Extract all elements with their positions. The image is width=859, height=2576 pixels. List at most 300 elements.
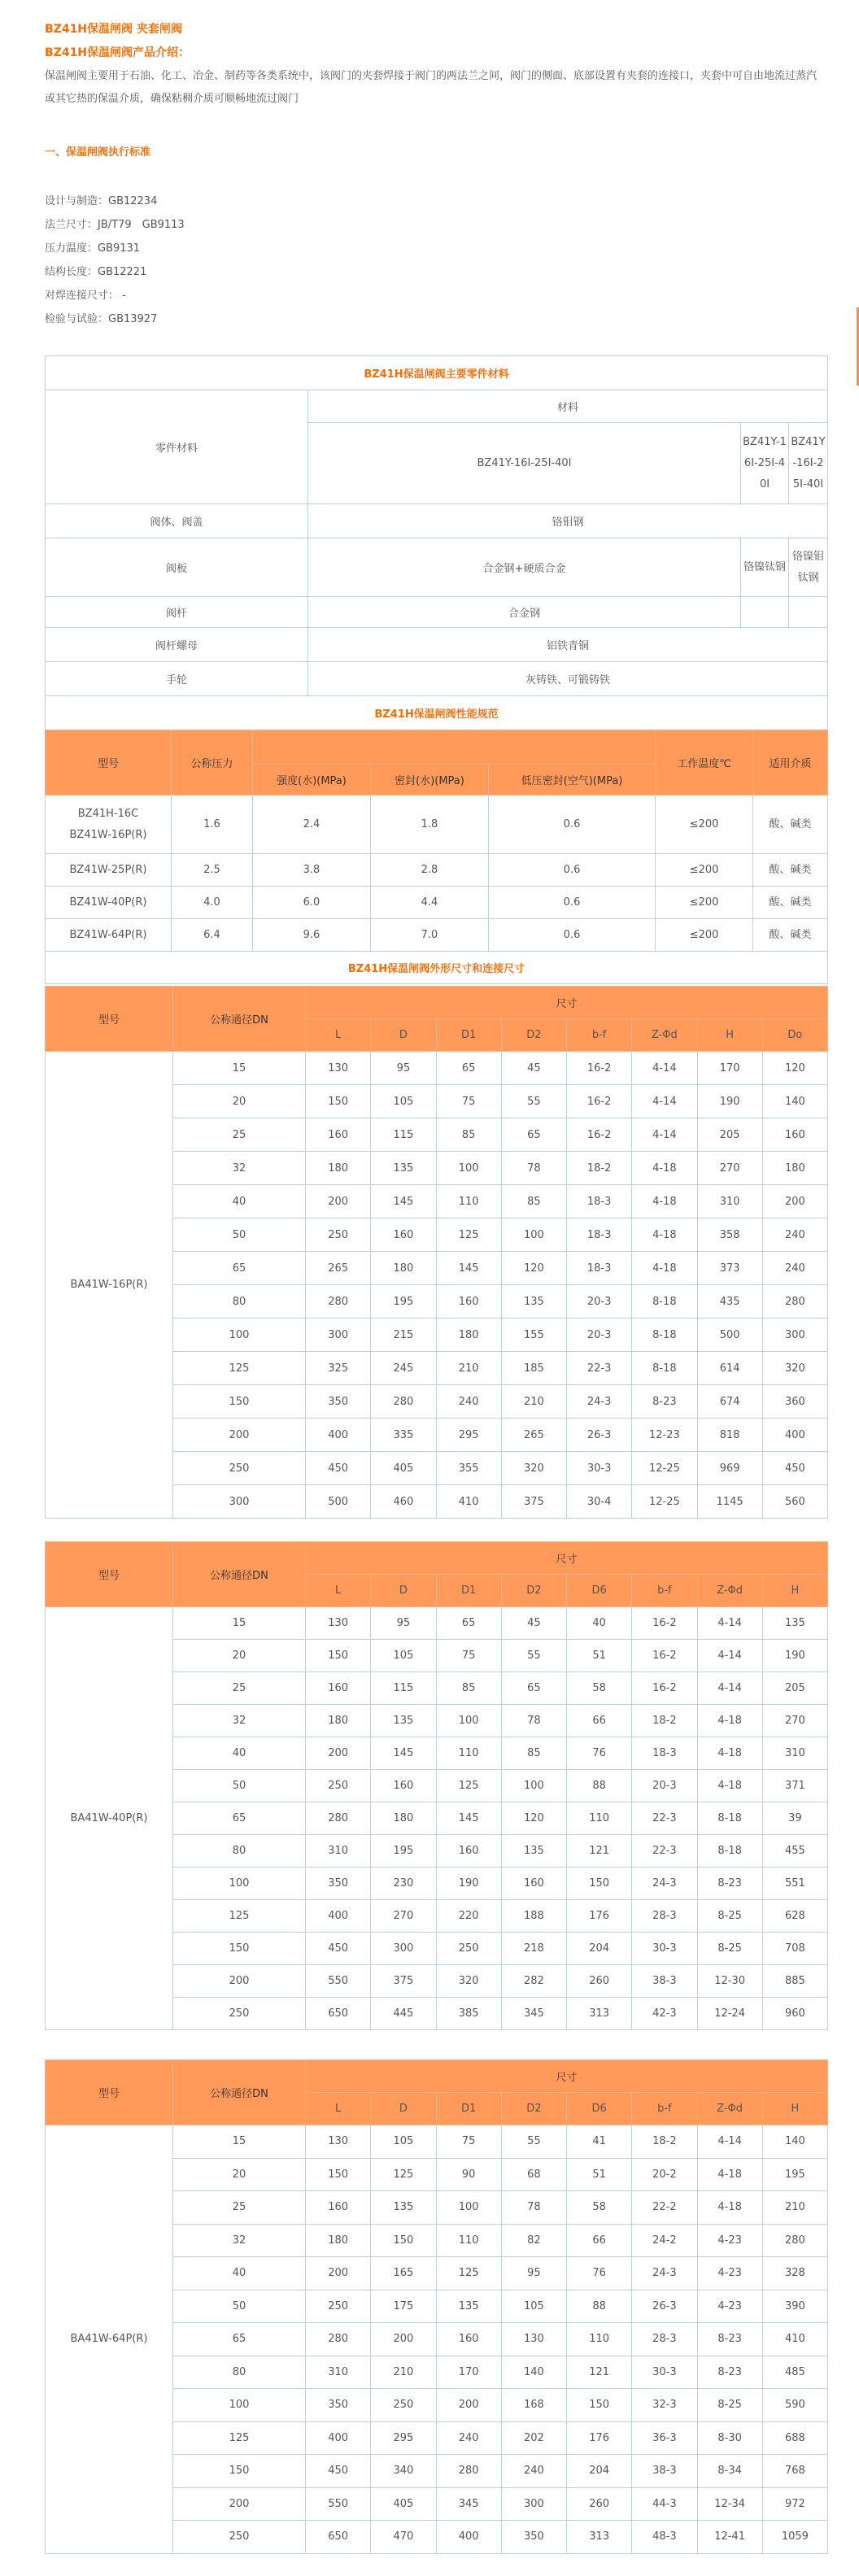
dims-value-cell: 313 bbox=[567, 1998, 632, 2030]
perf-media-cell: 酸、碱类 bbox=[753, 795, 828, 854]
dims-value-cell: 88 bbox=[567, 1770, 632, 1802]
dims-value-cell: 405 bbox=[371, 2487, 436, 2521]
dims-value-cell: 125 bbox=[436, 1218, 501, 1252]
dims-value-cell: 205 bbox=[697, 1118, 762, 1152]
dims-value-cell: 30-3 bbox=[632, 2356, 697, 2389]
dims-value-cell: 373 bbox=[697, 1252, 762, 1285]
dims-col-header: L bbox=[306, 2093, 371, 2125]
dims-value-cell: 320 bbox=[436, 1965, 501, 1998]
dims-col-header: Z-Φd bbox=[697, 1575, 762, 1607]
dims-value-cell: 200 bbox=[436, 2389, 501, 2422]
dims-value-cell: 78 bbox=[501, 1152, 566, 1185]
dims-value-cell: 8-18 bbox=[632, 1285, 697, 1319]
perf-low-cell: 0.6 bbox=[489, 795, 656, 854]
dims-value-cell: 165 bbox=[371, 2257, 436, 2291]
materials-caption: BZ41H保温闸阀主要零件材料 bbox=[46, 356, 828, 390]
dims-value-cell: 560 bbox=[762, 1485, 827, 1519]
dims-value-cell: 150 bbox=[173, 2455, 306, 2488]
dims-value-cell: 818 bbox=[697, 1419, 762, 1452]
dims-value-cell: 30-3 bbox=[567, 1452, 632, 1485]
dims-value-cell: 58 bbox=[567, 1672, 632, 1705]
dims-value-cell: 400 bbox=[306, 1419, 371, 1452]
dims-col-header: D1 bbox=[436, 2093, 501, 2125]
perf-temp-cell: ≤200 bbox=[656, 919, 753, 952]
dims-value-cell: 300 bbox=[762, 1319, 827, 1352]
dims-value-cell: 20-3 bbox=[567, 1319, 632, 1352]
dims-value-cell: 8-34 bbox=[697, 2455, 762, 2488]
dims-value-cell: 400 bbox=[306, 2421, 371, 2455]
dims-value-cell: 240 bbox=[762, 1218, 827, 1252]
dims-value-cell: 708 bbox=[762, 1933, 827, 1965]
dims-value-cell: 210 bbox=[436, 1352, 501, 1385]
dims-value-cell: 445 bbox=[371, 1998, 436, 2030]
perf-media-cell: 酸、碱类 bbox=[753, 919, 828, 952]
dims-value-cell: 180 bbox=[306, 1152, 371, 1185]
dims-col-header: D1 bbox=[436, 1575, 501, 1607]
dims-value-cell: 188 bbox=[501, 1900, 566, 1933]
dims-value-cell: 28-3 bbox=[632, 1900, 697, 1933]
dims-value-cell: 200 bbox=[173, 2487, 306, 2521]
dims-value-cell: 240 bbox=[501, 2455, 566, 2488]
perf-temp-cell: ≤200 bbox=[656, 854, 753, 887]
dims-value-cell: 280 bbox=[306, 1802, 371, 1835]
dims-value-cell: 68 bbox=[501, 2158, 566, 2191]
dims-value-cell: 650 bbox=[306, 2521, 371, 2554]
dims-value-cell: 240 bbox=[762, 1252, 827, 1285]
dims-value-cell: 12-25 bbox=[632, 1452, 697, 1485]
material-value bbox=[789, 597, 828, 628]
dims-value-cell: 375 bbox=[501, 1485, 566, 1519]
dims-value-cell: 550 bbox=[306, 2487, 371, 2521]
dims-value-cell: 4-18 bbox=[632, 1252, 697, 1285]
dims-value-cell: 85 bbox=[501, 1185, 566, 1218]
dims-value-cell: 4-14 bbox=[632, 1118, 697, 1152]
dims-value-cell: 265 bbox=[306, 1252, 371, 1285]
dims-col-header: Z-Φd bbox=[632, 1019, 697, 1052]
dims-value-cell: 18-2 bbox=[632, 2125, 697, 2159]
dims-value-cell: 180 bbox=[306, 1705, 371, 1737]
dims-value-cell: 65 bbox=[173, 1802, 306, 1835]
dims-value-cell: 82 bbox=[501, 2224, 566, 2257]
dims-value-cell: 8-18 bbox=[632, 1319, 697, 1352]
dims-value-cell: 300 bbox=[173, 1485, 306, 1519]
dims-value-cell: 270 bbox=[762, 1705, 827, 1737]
dims-value-cell: 885 bbox=[762, 1965, 827, 1998]
dims-model-header: 型号 bbox=[46, 2060, 173, 2125]
dims-value-cell: 240 bbox=[436, 2421, 501, 2455]
dims-value-cell: 270 bbox=[371, 1900, 436, 1933]
dims-col-header: D bbox=[371, 1019, 436, 1052]
standard-line: 对焊连接尺寸： - bbox=[45, 290, 126, 302]
dims-value-cell: 200 bbox=[306, 1185, 371, 1218]
dims-value-cell: 110 bbox=[436, 2224, 501, 2257]
dims-value-cell: 105 bbox=[371, 1640, 436, 1672]
perf-media-header: 适用介质 bbox=[753, 730, 828, 795]
dims-value-cell: 972 bbox=[762, 2487, 827, 2521]
dims-value-cell: 385 bbox=[436, 1998, 501, 2030]
perf-model-cell: BZ41W-25P(R) bbox=[46, 854, 172, 887]
dims-value-cell: 16-2 bbox=[567, 1118, 632, 1152]
dims-value-cell: 220 bbox=[436, 1900, 501, 1933]
dims-value-cell: 4-14 bbox=[632, 1052, 697, 1085]
dims-col-header: L bbox=[306, 1019, 371, 1052]
dims-value-cell: 20-2 bbox=[632, 2158, 697, 2191]
dims-value-cell: 176 bbox=[567, 1900, 632, 1933]
dims-value-cell: 65 bbox=[436, 1607, 501, 1640]
dims-value-cell: 100 bbox=[173, 1319, 306, 1352]
dims-value-cell: 500 bbox=[306, 1485, 371, 1519]
dims-value-cell: 51 bbox=[567, 2158, 632, 2191]
dims-value-cell: 32 bbox=[173, 1705, 306, 1737]
dims-value-cell: 8-25 bbox=[697, 1933, 762, 1965]
dims-value-cell: 345 bbox=[436, 2487, 501, 2521]
dims-value-cell: 310 bbox=[697, 1185, 762, 1218]
dims-value-cell: 150 bbox=[567, 1868, 632, 1900]
perf-row bbox=[46, 919, 828, 952]
dims-value-cell: 135 bbox=[501, 1835, 566, 1868]
dims-value-cell: 350 bbox=[306, 1868, 371, 1900]
dims-value-cell: 250 bbox=[306, 1218, 371, 1252]
dims-value-cell: 405 bbox=[371, 1452, 436, 1485]
dims-value-cell: 65 bbox=[501, 1118, 566, 1152]
dims-value-cell: 140 bbox=[762, 2125, 827, 2159]
dims-value-cell: 768 bbox=[762, 2455, 827, 2488]
dims-value-cell: 460 bbox=[371, 1485, 436, 1519]
material-col-b: BZ41Y-16I-25I-40I bbox=[741, 423, 789, 504]
dims-value-cell: 295 bbox=[371, 2421, 436, 2455]
dims-value-cell: 22-3 bbox=[567, 1352, 632, 1385]
dims-value-cell: 250 bbox=[306, 1770, 371, 1802]
dims-col-header: D2 bbox=[501, 1575, 566, 1607]
dims-value-cell: 24-3 bbox=[632, 2257, 697, 2291]
dims-value-cell: 24-3 bbox=[567, 1385, 632, 1419]
dims-value-cell: 45 bbox=[501, 1052, 566, 1085]
dims-value-cell: 160 bbox=[436, 1835, 501, 1868]
dims-col-header: L bbox=[306, 1575, 371, 1607]
dims-col-header: H bbox=[762, 1575, 827, 1607]
dims-value-cell: 4-18 bbox=[697, 2191, 762, 2225]
dims-value-cell: 200 bbox=[306, 2257, 371, 2291]
dims-value-cell: 100 bbox=[173, 2389, 306, 2422]
standard-line: 检验与试验：GB13927 bbox=[45, 313, 158, 325]
dims-col-header: H bbox=[762, 2093, 827, 2125]
dims-value-cell: 135 bbox=[371, 1152, 436, 1185]
dims-value-cell: 230 bbox=[371, 1868, 436, 1900]
dims-value-cell: 20-3 bbox=[632, 1770, 697, 1802]
dims-value-cell: 16-2 bbox=[632, 1672, 697, 1705]
dims-value-cell: 282 bbox=[501, 1965, 566, 1998]
dims-value-cell: 22-2 bbox=[632, 2191, 697, 2225]
dims-model-cell: BA41W-40P(R) bbox=[46, 1607, 173, 2030]
dims-value-cell: 160 bbox=[306, 1672, 371, 1705]
dims-value-cell: 350 bbox=[306, 1385, 371, 1419]
dims-value-cell: 260 bbox=[567, 2487, 632, 2521]
dims-value-cell: 150 bbox=[371, 2224, 436, 2257]
dims-value-cell: 85 bbox=[436, 1672, 501, 1705]
dims-value-cell: 135 bbox=[371, 1705, 436, 1737]
dims-col-header: D2 bbox=[501, 1019, 566, 1052]
dims-value-cell: 85 bbox=[501, 1737, 566, 1770]
perf-strength-cell: 6.0 bbox=[253, 887, 371, 919]
dims-value-cell: 50 bbox=[173, 2290, 306, 2323]
dims-value-cell: 25 bbox=[173, 1672, 306, 1705]
material-part: 阀杆 bbox=[46, 597, 308, 628]
dims-value-cell: 110 bbox=[567, 1802, 632, 1835]
material-value: 铬钼钢 bbox=[308, 504, 828, 538]
perf-model-header: 型号 bbox=[46, 730, 172, 795]
dims-value-cell: 250 bbox=[173, 1998, 306, 2030]
dims-value-cell: 969 bbox=[697, 1452, 762, 1485]
dims-value-cell: 295 bbox=[436, 1419, 501, 1452]
dims-value-cell: 435 bbox=[697, 1285, 762, 1319]
dims-value-cell: 155 bbox=[501, 1319, 566, 1352]
dims-value-cell: 240 bbox=[436, 1385, 501, 1419]
dims-header-row bbox=[46, 987, 828, 1019]
perf-low-cell: 0.6 bbox=[489, 919, 656, 952]
dims-value-cell: 1145 bbox=[697, 1485, 762, 1519]
dims-value-cell: 38-3 bbox=[632, 2455, 697, 2488]
dims-value-cell: 130 bbox=[501, 2323, 566, 2356]
dims-value-cell: 130 bbox=[306, 2125, 371, 2159]
dims-value-cell: 140 bbox=[501, 2356, 566, 2389]
dims-value-cell: 66 bbox=[567, 1705, 632, 1737]
dims-value-cell: 280 bbox=[436, 2455, 501, 2488]
dims-value-cell: 110 bbox=[436, 1737, 501, 1770]
dims-value-cell: 12-25 bbox=[632, 1485, 697, 1519]
dims-16p-table bbox=[45, 986, 828, 1519]
perf-pn-cell: 1.6 bbox=[172, 795, 253, 854]
dims-model-cell: BA41W-16P(R) bbox=[46, 1052, 173, 1519]
dims-value-cell: 270 bbox=[697, 1152, 762, 1185]
dims-value-cell: 8-23 bbox=[697, 2323, 762, 2356]
dims-value-cell: 280 bbox=[306, 2323, 371, 2356]
material-part: 阀体、阀盖 bbox=[46, 504, 308, 538]
dims-value-cell: 688 bbox=[762, 2421, 827, 2455]
dims-value-cell: 76 bbox=[567, 2257, 632, 2291]
dims-dn-header: 公称通径DN bbox=[173, 987, 306, 1052]
dims-value-cell: 110 bbox=[567, 2323, 632, 2356]
dims-value-cell: 16-2 bbox=[567, 1085, 632, 1118]
dims-value-cell: 18-3 bbox=[567, 1218, 632, 1252]
dims-value-cell: 210 bbox=[762, 2191, 827, 2225]
dims-value-cell: 32-3 bbox=[632, 2389, 697, 2422]
dims-value-cell: 375 bbox=[371, 1965, 436, 1998]
dims-value-cell: 4-18 bbox=[697, 2158, 762, 2191]
dims-value-cell: 44-3 bbox=[632, 2487, 697, 2521]
dims-value-cell: 140 bbox=[762, 1085, 827, 1118]
dims-value-cell: 674 bbox=[697, 1385, 762, 1419]
dims-value-cell: 75 bbox=[436, 1640, 501, 1672]
dims-value-cell: 115 bbox=[371, 1672, 436, 1705]
dims-value-cell: 85 bbox=[436, 1118, 501, 1152]
dims-value-cell: 125 bbox=[436, 2257, 501, 2291]
dims-40p-table bbox=[45, 1541, 828, 2030]
dims-value-cell: 20 bbox=[173, 1085, 306, 1118]
dims-value-cell: 390 bbox=[762, 2290, 827, 2323]
dims-value-cell: 18-3 bbox=[632, 1737, 697, 1770]
perf-model-cell: BZ41W-40P(R) bbox=[46, 887, 172, 919]
dims-value-cell: 150 bbox=[567, 2389, 632, 2422]
performance-table bbox=[45, 730, 828, 984]
perf-low-cell: 0.6 bbox=[489, 887, 656, 919]
dims-value-cell: 12-23 bbox=[632, 1419, 697, 1452]
dims-value-cell: 300 bbox=[306, 1319, 371, 1352]
dims-value-cell: 350 bbox=[306, 2389, 371, 2422]
dims-value-cell: 16-2 bbox=[632, 1640, 697, 1672]
dims-row bbox=[46, 2125, 828, 2159]
dims-value-cell: 4-18 bbox=[632, 1218, 697, 1252]
dims-value-cell: 450 bbox=[762, 1452, 827, 1485]
dims-value-cell: 210 bbox=[501, 1385, 566, 1419]
material-part: 阀杆螺母 bbox=[46, 628, 308, 662]
dims-col-header: D bbox=[371, 1575, 436, 1607]
dims-value-cell: 95 bbox=[371, 1052, 436, 1085]
dims-value-cell: 8-18 bbox=[632, 1352, 697, 1385]
dims-value-cell: 8-18 bbox=[697, 1802, 762, 1835]
dims-col-header: Do bbox=[762, 1019, 827, 1052]
dims-value-cell: 170 bbox=[436, 2356, 501, 2389]
dims-value-cell: 110 bbox=[436, 1185, 501, 1218]
material-col-c: BZ41Y-16I-25I-40I bbox=[789, 423, 828, 504]
perf-seal-header: 密封(水)(MPa) bbox=[371, 765, 489, 795]
dims-value-cell: 18-3 bbox=[567, 1252, 632, 1285]
dims-value-cell: 100 bbox=[501, 1770, 566, 1802]
dims-value-cell: 190 bbox=[436, 1868, 501, 1900]
dims-value-cell: 340 bbox=[371, 2455, 436, 2488]
dims-value-cell: 120 bbox=[762, 1052, 827, 1085]
dims-value-cell: 76 bbox=[567, 1737, 632, 1770]
dims-value-cell: 135 bbox=[501, 1285, 566, 1319]
dims-value-cell: 350 bbox=[501, 2521, 566, 2554]
dims-value-cell: 4-23 bbox=[697, 2257, 762, 2291]
dims-value-cell: 20 bbox=[173, 1640, 306, 1672]
dims-value-cell: 125 bbox=[173, 2421, 306, 2455]
dims-value-cell: 180 bbox=[306, 2224, 371, 2257]
dims-value-cell: 204 bbox=[567, 2455, 632, 2488]
dims-value-cell: 150 bbox=[306, 2158, 371, 2191]
dims-row bbox=[46, 1607, 828, 1640]
dims-value-cell: 650 bbox=[306, 1998, 371, 2030]
dims-value-cell: 200 bbox=[173, 1419, 306, 1452]
standard-line: 设计与制造：GB12234 bbox=[45, 195, 158, 207]
dims-col-header: D1 bbox=[436, 1019, 501, 1052]
dims-value-cell: 180 bbox=[762, 1152, 827, 1185]
dims-value-cell: 4-18 bbox=[697, 1705, 762, 1737]
dims-value-cell: 145 bbox=[371, 1185, 436, 1218]
dims-col-header: b-f bbox=[632, 2093, 697, 2125]
dims-value-cell: 80 bbox=[173, 2356, 306, 2389]
dims-value-cell: 170 bbox=[697, 1052, 762, 1085]
dims-value-cell: 8-25 bbox=[697, 2389, 762, 2422]
dims-value-cell: 400 bbox=[436, 2521, 501, 2554]
dims-value-cell: 120 bbox=[501, 1252, 566, 1285]
dims-value-cell: 8-23 bbox=[632, 1385, 697, 1419]
dims-value-cell: 4-18 bbox=[697, 1737, 762, 1770]
dims-value-cell: 250 bbox=[173, 2521, 306, 2554]
dims-value-cell: 200 bbox=[762, 1185, 827, 1218]
dims-value-cell: 310 bbox=[762, 1737, 827, 1770]
dims-value-cell: 15 bbox=[173, 1607, 306, 1640]
dims-value-cell: 300 bbox=[501, 2487, 566, 2521]
dims-value-cell: 26-3 bbox=[632, 2290, 697, 2323]
dims-value-cell: 95 bbox=[371, 1607, 436, 1640]
dims-value-cell: 75 bbox=[436, 1085, 501, 1118]
standard-line: 压力温度：GB9131 bbox=[45, 242, 141, 255]
dims-value-cell: 320 bbox=[762, 1352, 827, 1385]
dims-value-cell: 150 bbox=[173, 1933, 306, 1965]
dims-value-cell: 22-3 bbox=[632, 1835, 697, 1868]
dims-col-header: H bbox=[697, 1019, 762, 1052]
dims-value-cell: 450 bbox=[306, 2455, 371, 2488]
standard-line: 法兰尺寸：JB/T79 GB9113 bbox=[45, 219, 185, 231]
dims-value-cell: 4-14 bbox=[632, 1085, 697, 1118]
dims-col-header: D6 bbox=[567, 2093, 632, 2125]
material-value: 铝铁青铜 bbox=[308, 628, 828, 662]
dims-value-cell: 355 bbox=[436, 1452, 501, 1485]
dims-col-header: D2 bbox=[501, 2093, 566, 2125]
dims-value-cell: 300 bbox=[371, 1933, 436, 1965]
dims-value-cell: 78 bbox=[501, 1705, 566, 1737]
dims-value-cell: 410 bbox=[436, 1485, 501, 1519]
dims-value-cell: 55 bbox=[501, 2125, 566, 2159]
dims-value-cell: 195 bbox=[371, 1835, 436, 1868]
dims-value-cell: 18-2 bbox=[567, 1152, 632, 1185]
perf-model-cell: BZ41W-64P(R) bbox=[46, 919, 172, 952]
dims-value-cell: 485 bbox=[762, 2356, 827, 2389]
dims-size-header: 尺寸 bbox=[306, 2060, 828, 2093]
material-value: 灰铸铁、可锻铸铁 bbox=[308, 662, 828, 696]
perf-row bbox=[46, 854, 828, 887]
perf-strength-cell: 3.8 bbox=[253, 854, 371, 887]
dims-value-cell: 65 bbox=[501, 1672, 566, 1705]
dims-value-cell: 450 bbox=[306, 1452, 371, 1485]
dims-value-cell: 1059 bbox=[762, 2521, 827, 2554]
perf-strength-header: 强度(水)(MPa) bbox=[253, 765, 371, 795]
dims-value-cell: 313 bbox=[567, 2521, 632, 2554]
dims-value-cell: 75 bbox=[436, 2125, 501, 2159]
dims-row bbox=[46, 1052, 828, 1085]
dims-value-cell: 28-3 bbox=[632, 2323, 697, 2356]
dims-value-cell: 218 bbox=[501, 1933, 566, 1965]
dims-value-cell: 130 bbox=[306, 1607, 371, 1640]
dims-value-cell: 160 bbox=[306, 2191, 371, 2225]
material-part: 阀板 bbox=[46, 538, 308, 597]
dims-value-cell: 18-2 bbox=[632, 1705, 697, 1737]
dims-value-cell: 180 bbox=[371, 1252, 436, 1285]
dims-value-cell: 12-41 bbox=[697, 2521, 762, 2554]
dims-value-cell: 65 bbox=[436, 1052, 501, 1085]
dims-value-cell: 202 bbox=[501, 2421, 566, 2455]
dims-value-cell: 205 bbox=[762, 1672, 827, 1705]
dims-model-cell: BA41W-64P(R) bbox=[46, 2125, 173, 2554]
dims-value-cell: 4-14 bbox=[697, 1607, 762, 1640]
perf-pn-cell: 2.5 bbox=[172, 854, 253, 887]
dims-value-cell: 78 bbox=[501, 2191, 566, 2225]
dims-value-cell: 360 bbox=[762, 1385, 827, 1419]
dims-value-cell: 16-2 bbox=[567, 1052, 632, 1085]
dims-value-cell: 200 bbox=[371, 2323, 436, 2356]
dims-value-cell: 135 bbox=[436, 2290, 501, 2323]
dims-value-cell: 204 bbox=[567, 1933, 632, 1965]
dims-value-cell: 150 bbox=[306, 1640, 371, 1672]
dims-value-cell: 48-3 bbox=[632, 2521, 697, 2554]
dims-value-cell: 145 bbox=[436, 1252, 501, 1285]
dims-value-cell: 66 bbox=[567, 2224, 632, 2257]
dims-value-cell: 180 bbox=[436, 1319, 501, 1352]
dims-value-cell: 24-2 bbox=[632, 2224, 697, 2257]
dims-value-cell: 22-3 bbox=[632, 1802, 697, 1835]
perf-seal-cell: 2.8 bbox=[371, 854, 489, 887]
